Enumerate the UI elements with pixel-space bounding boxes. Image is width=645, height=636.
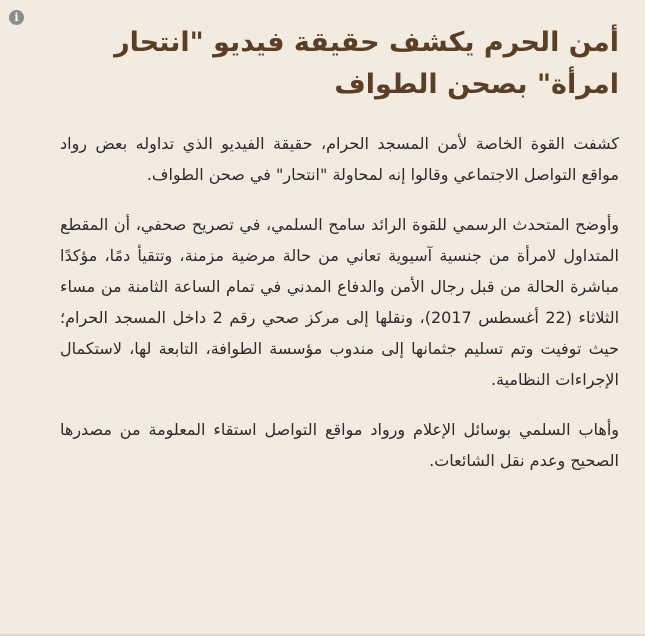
info-icon[interactable]: i: [9, 10, 24, 25]
article-headline: أمن الحرم يكشف حقيقة فيديو "انتحار امرأة" بصحن الطواف: [114, 27, 619, 100]
article-paragraph-2: وأوضح المتحدث الرسمي للقوة الرائد سامح السلمي، في تصريح صحفي، أن المقطع المتداول لامرأة من جنسية آسيوية تعاني من حالة مرضية مزمنة، وتتقيأ دمًا، مؤكدًا مباشرة الحالة من قبل رجال الأمن والدفاع المدني في تمام الساعة الثامنة من مساء الثلاثاء (22 أغسطس 2017)، ونقلها إلى مركز صحي رقم 2 داخل المسجد الحرام؛ حيث توفيت وتم تسليم جثمانها إلى مندوب مؤسسة الطوافة، التابعة لها، لاستكمال الإجراءات النظامية.: [60, 215, 620, 389]
article: [60, 22, 619, 495]
article-paragraph-3: وأهاب السلمي بوسائل الإعلام ورواد مواقع التواصل استقاء المعلومة من مصدرها الصحيح وعدم نقل الشائعات.: [60, 420, 619, 470]
article-paragraph-1: كشفت القوة الخاصة لأمن المسجد الحرام، حقيقة الفيديو الذي تداوله بعض رواد مواقع التواصل الاجتماعي وقالوا إنه لمحاولة "انتحار" في صحن الطواف.: [60, 134, 619, 184]
